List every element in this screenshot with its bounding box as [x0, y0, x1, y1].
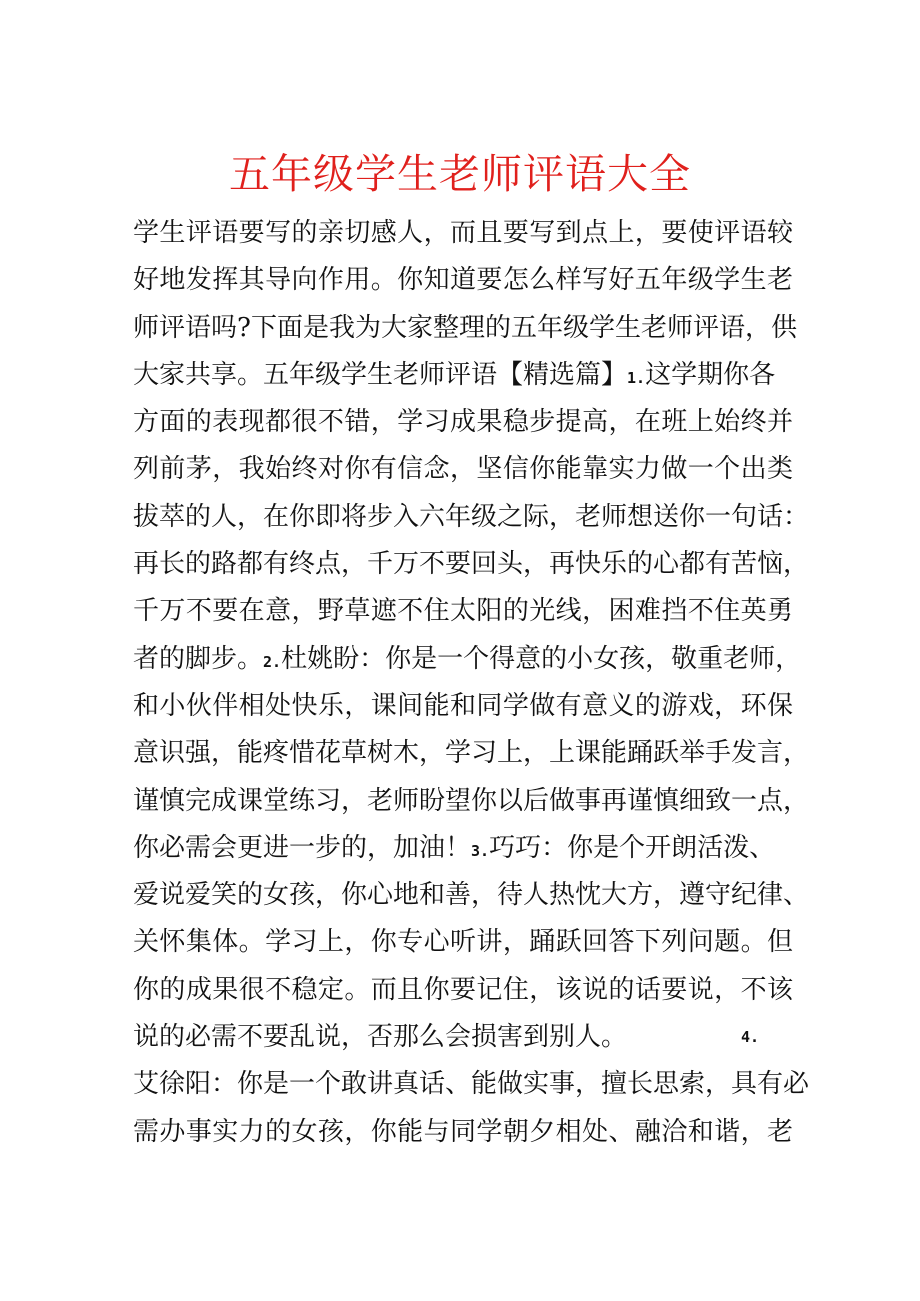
- body-text: 你必需会更进一步的，加油！: [133, 832, 472, 863]
- body-line: [133, 1061, 810, 1108]
- body-text: 说的必需不要乱说，否那么会损害到别人。: [133, 1022, 628, 1053]
- body-text: 师评语吗?下面是我为大家整理的五年级学生老师评语，供: [133, 312, 797, 343]
- body-text: 巧巧：你是个开朗活泼、: [489, 832, 776, 863]
- body-text: 好地发挥其导向作用。你知道要怎么样写好五年级学生老: [133, 265, 793, 296]
- body-line: [133, 825, 793, 872]
- body-text: 你的成果很不稳定。而且你要记住，该说的话要说，不该: [133, 974, 793, 1005]
- body-line: [133, 305, 797, 352]
- body-line: [133, 919, 793, 966]
- body-line: [133, 257, 793, 304]
- body-text: 列前茅，我始终对你有信念，坚信你能靠实力做一个出类: [133, 454, 793, 485]
- body-line: [133, 967, 793, 1014]
- body-line: [133, 494, 810, 541]
- document-title: 五年级学生老师评语大全: [229, 150, 691, 198]
- body-text: 和小伙伴相处快乐，课间能和同学做有意义的游戏，环保: [133, 690, 793, 721]
- body-text: 千万不要在意，野草遮不住太阳的光线，困难挡不住英勇: [133, 596, 793, 627]
- body-text: 爱说爱笑的女孩，你心地和善，待人热忱大方，遵守纪律、: [133, 880, 810, 911]
- body-line: [133, 778, 810, 825]
- body-line: [133, 541, 810, 588]
- body-text: 再长的路都有终点，千万不要回头，再快乐的心都有苦恼，: [133, 549, 810, 580]
- body-line: [133, 210, 793, 257]
- body-text: 关怀集体。学习上，你专心听讲，踊跃回答下列问题。但: [133, 927, 793, 958]
- body-line: [133, 683, 793, 730]
- body-text: 者的脚步。: [133, 643, 264, 674]
- body-text: 拔萃的人，在你即将步入六年级之际，老师想送你一句话：: [133, 501, 810, 532]
- body-line: [133, 399, 793, 446]
- body-text: 需办事实力的女孩，你能与同学朝夕相处、融洽和谐，老: [133, 1116, 793, 1147]
- body-line: [133, 352, 793, 399]
- body-text: 艾徐阳：你是一个敢讲真话、能做实事，擅长思索，具有必: [133, 1069, 810, 1100]
- body-text: 谨慎完成课堂练习，老师盼望你以后做事再谨慎细致一点，: [133, 785, 810, 816]
- body-text: 学生评语要写的亲切感人，而且要写到点上，要使评语较: [133, 218, 793, 248]
- item-number: 1.: [627, 368, 646, 387]
- body-line: [133, 588, 793, 635]
- body-text: 这学期你各: [645, 359, 776, 390]
- body-text: 杜姚盼：你是一个得意的小女孩，敬重老师，: [281, 643, 802, 674]
- body-line: [133, 636, 802, 683]
- body-line: [133, 730, 810, 777]
- body-text: 意识强，能疼惜花草树木，学习上，上课能踊跃举手发言，: [133, 738, 810, 769]
- body-line: [133, 1014, 793, 1061]
- body-line: [133, 872, 810, 919]
- item-number: 3.: [471, 841, 490, 860]
- body-line: [133, 1109, 793, 1156]
- item-number: 4.: [740, 1028, 759, 1047]
- document-body: [133, 210, 810, 1156]
- body-line: [133, 446, 793, 493]
- body-text: 大家共享。五年级学生老师评语【精选篇】: [133, 359, 628, 390]
- item-number: 2.: [263, 652, 282, 671]
- body-text: 方面的表现都很不错，学习成果稳步提高，在班上始终并: [133, 407, 793, 438]
